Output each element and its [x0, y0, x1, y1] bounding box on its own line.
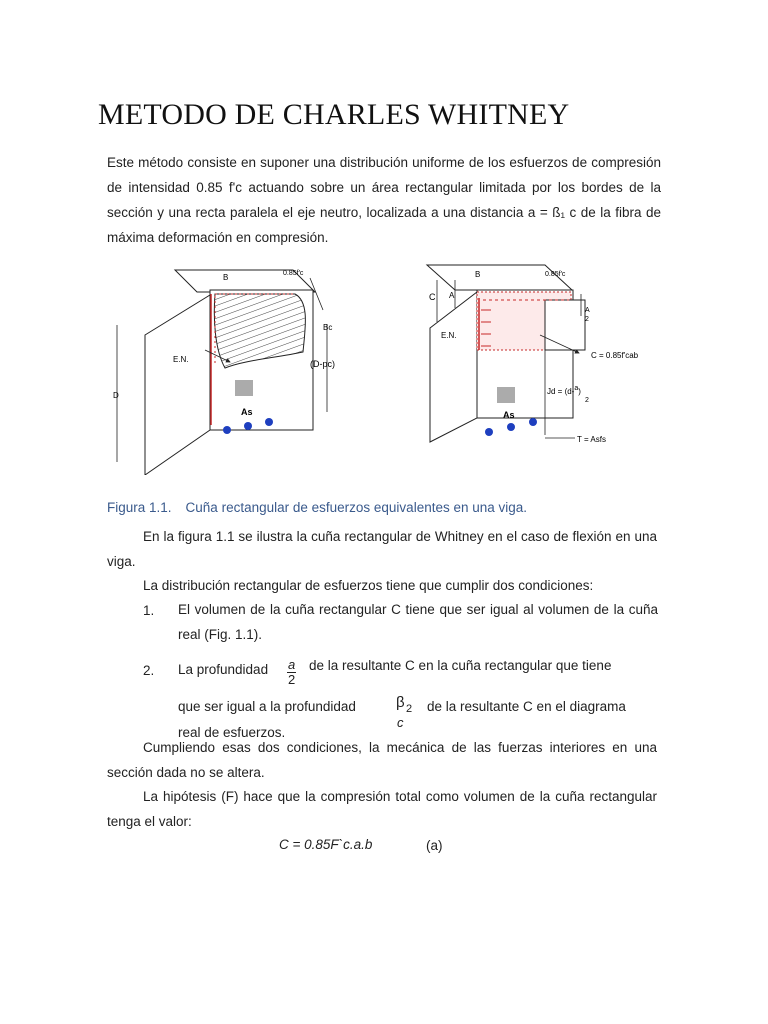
page-title: METODO DE CHARLES WHITNEY: [98, 98, 570, 131]
fraction-denominator: 2: [288, 672, 296, 687]
list-item-1-text: El volumen de la cuña rectangular C tiene que ser igual al volumen de la cuña real (Fig. 1.1).: [178, 602, 658, 642]
list-item-2-number: 2.: [143, 663, 155, 678]
list-item-2-text-b: de la resultante C en la cuña rectangular que tiene: [309, 658, 612, 673]
intro-paragraph: Este método consiste en suponer una distribución uniforme de los esfuerzos de compresión de intensidad 0.85 f'c actuando sobre un área rectangular limitada por los bordes de la sección y una recta paralela el eje neutro, localizada a una distancia a = ß₁ c de la fibra de máxima deformación en compresión.: [107, 155, 661, 245]
caption-number: Figura 1.1.: [107, 500, 172, 515]
equation-tag: (a): [426, 838, 443, 853]
right-label-tension: T = Asfs: [577, 435, 606, 444]
beta-subscript: 2: [406, 703, 413, 715]
right-label-a2: A: [585, 307, 590, 314]
fraction-numerator: a: [288, 657, 296, 672]
figure-caption: [107, 500, 667, 515]
list-item-2-text-a: La profundidad: [178, 662, 269, 677]
right-label-2: 2: [585, 316, 589, 323]
left-label-d: D: [113, 391, 119, 400]
left-label-en: E.N.: [173, 355, 189, 364]
right-label-jd-close: ): [578, 387, 581, 396]
fraction-a-over-2: [287, 658, 296, 687]
left-label-as: As: [241, 407, 253, 417]
right-label-a: A: [449, 291, 455, 300]
left-beam: [113, 270, 335, 475]
right-label-en: E.N.: [441, 331, 457, 340]
beam-diagram: [105, 250, 695, 475]
right-label-jd-den: 2: [585, 397, 589, 404]
list-item-2-text-e: real de esfuerzos.: [178, 725, 286, 740]
paragraph-1: En la figura 1.1 se ilustra la cuña rectangular de Whitney en el caso de flexión en una viga.: [107, 529, 657, 569]
right-label-compression: C = 0.85f'cab: [591, 351, 639, 360]
left-label-bc: Bc: [323, 323, 333, 332]
right-label-jd: [547, 385, 581, 396]
list-item-2-text-c: que ser igual a la profundidad: [178, 699, 356, 714]
paragraph-3: Cumpliendo esas dos condiciones, la mecánica de las fuerzas interiores en una sección dada no se altera.: [107, 740, 657, 780]
left-label-b: B: [223, 273, 229, 282]
right-beam: [427, 265, 639, 444]
right-label-stress: 0.85f'c: [545, 271, 566, 278]
right-label-as: As: [503, 410, 515, 420]
right-label-jd-num: a: [574, 385, 579, 392]
paragraph-2: La distribución rectangular de esfuerzos tiene que cumplir dos condiciones:: [143, 578, 594, 593]
beta-symbol: β: [396, 694, 405, 711]
beam-figure: [105, 250, 695, 475]
right-label-c: C: [429, 292, 436, 302]
paragraph-4: La hipótesis (F) hace que la compresión total como volumen de la cuña rectangular tenga el valor:: [107, 789, 657, 829]
list-item-2-text-d: de la resultante C en el diagrama: [427, 699, 626, 714]
right-label-jd-start: Jd = (d-: [547, 387, 575, 396]
caption-text: Cuña rectangular de esfuerzos equivalentes en una viga.: [185, 500, 528, 515]
left-label-dpc: (D-pc): [310, 359, 335, 369]
left-label-stress: 0.85f'c: [283, 270, 304, 277]
beta-c: c: [397, 715, 404, 730]
list-item-1-number: 1.: [143, 603, 155, 618]
right-label-b: B: [475, 270, 481, 279]
equation: C = 0.85F`c.a.b: [279, 837, 373, 852]
